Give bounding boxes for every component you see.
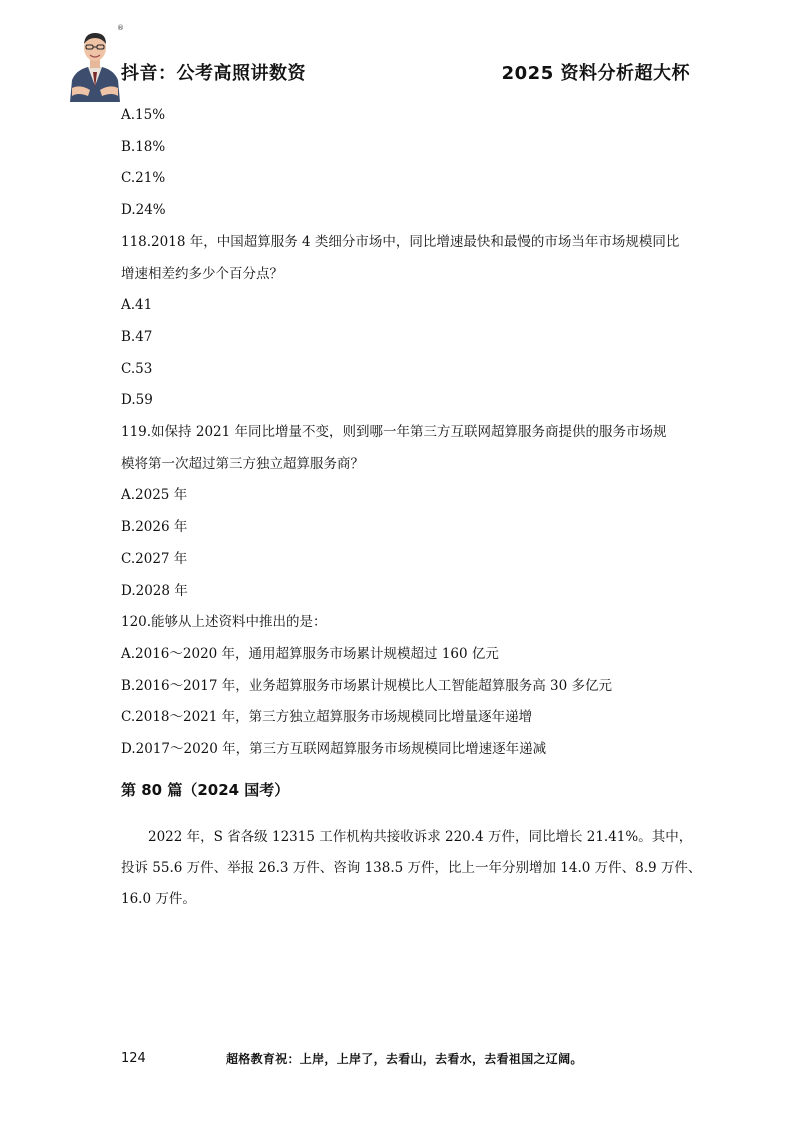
option-line: C.2027 年 bbox=[121, 550, 188, 567]
question-119-line-1: 119.如保持 2021 年同比增量不变，则到哪一年第三方互联网超算服务商提供的服务市场规 bbox=[121, 424, 667, 441]
option-line: A.2025 年 bbox=[121, 487, 188, 504]
option-line: C.53 bbox=[121, 360, 153, 377]
question-120-line: 120.能够从上述资料中推出的是： bbox=[121, 614, 327, 631]
registered-mark: ® bbox=[117, 24, 124, 32]
page-number: 124 bbox=[121, 1051, 146, 1066]
question-118-line-2: 增速相差约多少个百分点？ bbox=[121, 265, 283, 282]
option-line: D.2017～2020 年，第三方互联网超算服务市场规模同比增速逐年递减 bbox=[121, 741, 547, 758]
option-line: A.15% bbox=[121, 107, 166, 123]
option-line: A.41 bbox=[121, 297, 153, 314]
option-line: D.59 bbox=[121, 392, 153, 409]
option-line: D.2028 年 bbox=[121, 582, 188, 599]
header-book-title: 2025 资料分析超大杯 bbox=[501, 63, 690, 84]
footer-slogan: 超格教育祝：上岸，上岸了，去看山，去看水，去看祖国之辽阔。 bbox=[226, 1052, 583, 1066]
option-line: C.2018～2021 年，第三方独立超算服务市场规模同比增量逐年递增 bbox=[121, 709, 533, 726]
paragraph-line: 2022 年，S 省各级 12315 工作机构共接收诉求 220.4 万件，同比增长 21.41%。其中， bbox=[148, 828, 693, 845]
page-content bbox=[121, 100, 701, 915]
option-line: D.24% bbox=[121, 202, 166, 219]
option-line: C.21% bbox=[121, 170, 166, 187]
section-title: 第 80 篇（2024 国考） bbox=[121, 780, 290, 799]
paragraph-line: 16.0 万件。 bbox=[121, 890, 196, 907]
question-118-line-1: 118.2018 年，中国超算服务 4 类细分市场中，同比增速最快和最慢的市场当年市场规模同比 bbox=[121, 233, 680, 250]
author-photo bbox=[66, 28, 124, 102]
option-line: B.2026 年 bbox=[121, 519, 188, 536]
question-119-line-2: 模将第一次超过第三方独立超算服务商？ bbox=[121, 455, 364, 472]
option-line: B.18% bbox=[121, 138, 166, 155]
material-paragraph bbox=[121, 822, 701, 915]
paragraph-line: 投诉 55.6 万件、举报 26.3 万件、咨询 138.5 万件，比上一年分别增加 14.0 万件、8.9 万件、 bbox=[121, 859, 702, 876]
option-line: B.47 bbox=[121, 328, 153, 345]
option-line: B.2016～2017 年，业务超算服务市场累计规模比人工智能超算服务高 30 多亿元 bbox=[121, 677, 612, 694]
header-channel-title: 抖音：公考高照讲数资 bbox=[121, 63, 306, 84]
page-header bbox=[0, 0, 800, 110]
option-line: A.2016～2020 年，通用超算服务市场累计规模超过 160 亿元 bbox=[121, 645, 499, 662]
